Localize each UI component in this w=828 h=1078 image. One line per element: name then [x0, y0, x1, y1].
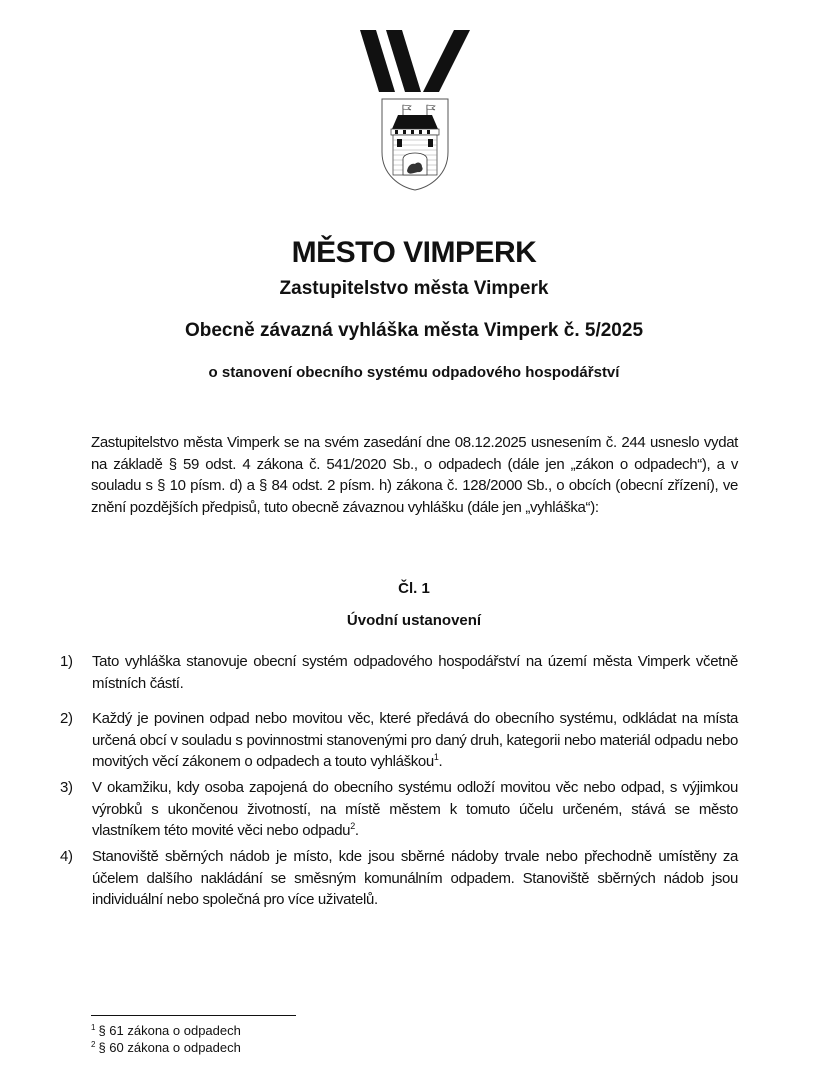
item-text: Stanoviště sběrných nádob je místo, kde jsou sběrné nádoby trvale nebo přechodně umístěny za účelem dalšího nakládání se směsným komunálním odpadem. Stanoviště sběrných nádob jsou individuální nebo společná pro více uživatelů.: [92, 848, 738, 908]
item-number: 3): [60, 779, 73, 796]
footnote-ref[interactable]: 2: [350, 821, 355, 831]
footnote-ref[interactable]: 1: [433, 752, 439, 762]
coat-of-arms-icon: [380, 97, 450, 192]
footnote-text: § 60 zákona o odpadech: [98, 1040, 241, 1055]
item-number: 4): [60, 848, 73, 865]
article-item: [60, 777, 738, 842]
footnotes: [91, 1022, 241, 1056]
footnote: [91, 1022, 241, 1039]
decree-title: Obecně závazná vyhláška města Vimperk č. 5/2025: [184, 320, 644, 341]
footnote-number: 2: [91, 1039, 96, 1049]
footnote-text: § 61 zákona o odpadech: [98, 1023, 241, 1038]
item-text-tail: .: [354, 822, 359, 839]
decree-subject: o stanovení obecního systému odpadového hospodářství: [208, 364, 620, 381]
item-text: Každý je povinen odpad nebo movitou věc, které předává do obecního systému, odkládat na místa určená obcí v souladu s povinnostmi stanovenými pro daný druh, kategorii nebo materiál odpadu nebo movitých věcí zákonem o odpadech a touto vyhláškou: [92, 710, 738, 770]
item-number: 1): [60, 653, 73, 670]
article-item: [60, 846, 738, 911]
footnote-separator: [91, 1015, 296, 1016]
preamble-paragraph: Zastupitelstvo města Vimperk se na svém zasedání dne 08.12.2025 usnesením č. 244 usneslo vydat na základě § 59 odst. 4 zákona č. 541/2020 Sb., o odpadech (dále jen „zákon o odpadech“), a v souladu s § 10 písm. d) a § 84 odst. 2 písm. h) zákona č. 128/2000 Sb., o obcích (obecní zřízení), ve znění pozdějších předpisů, tuto obecně závaznou vyhlášku (dále jen „vyhláška“):: [91, 434, 738, 516]
footnote-number: 1: [91, 1022, 96, 1032]
document-title: MĚSTO VIMPERK: [291, 236, 537, 269]
article-item: [60, 651, 738, 694]
article-number: Čl. 1: [398, 580, 430, 597]
item-text-tail: .: [438, 753, 443, 770]
item-text: V okamžiku, kdy osoba zapojená do obecního systému odloží movitou věc nebo odpad, s výjimkou výrobků s ukončenou životností, na místě městem k tomuto účelu určeném, stává se město vlastníkem této movité věci nebo odpadu: [92, 779, 738, 839]
footnote: [91, 1039, 241, 1056]
vimperk-logo-icon: [360, 30, 470, 92]
item-text: Tato vyhláška stanovuje obecní systém odpadového hospodářství na území města Vimperk včetně místních částí.: [92, 653, 738, 692]
article-title: Úvodní ustanovení: [346, 612, 482, 629]
council-name: Zastupitelstvo města Vimperk: [279, 278, 549, 299]
item-number: 2): [60, 710, 73, 727]
article-item: [60, 708, 738, 773]
